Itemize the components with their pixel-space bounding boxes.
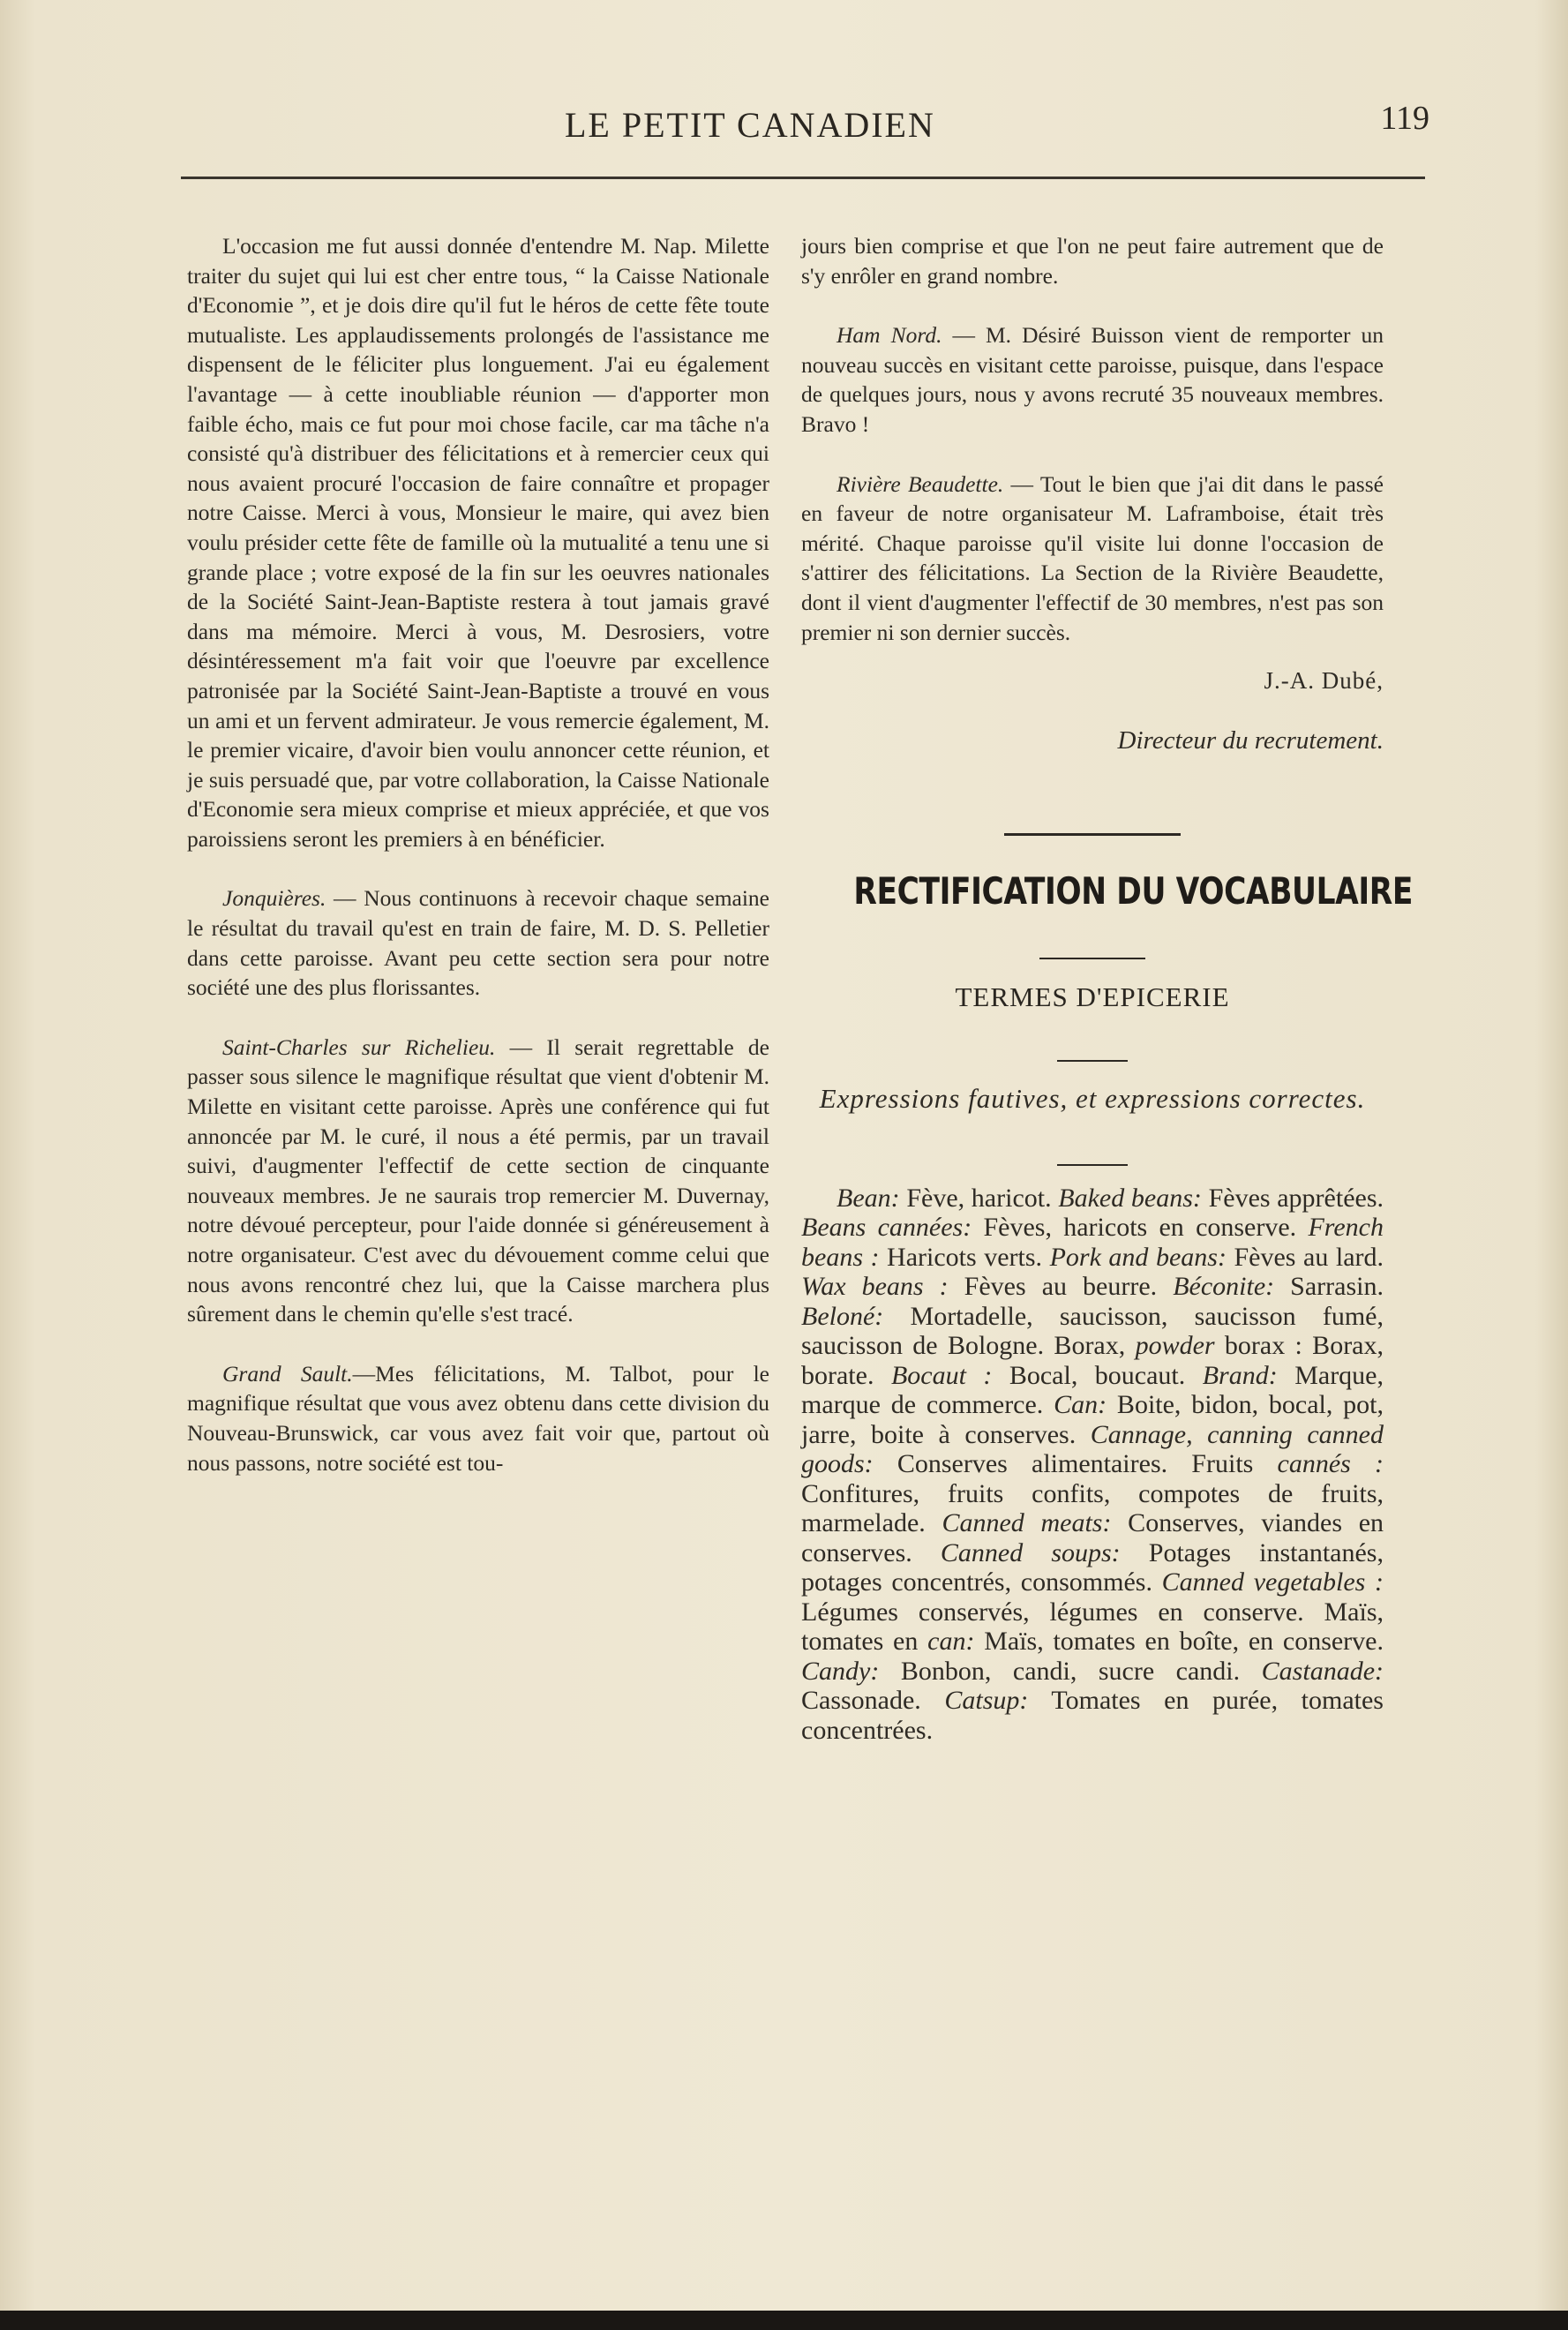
vocab-definition: Mortadelle, saucisson, saucisson fumé, saucisson de Bologne. Borax, [801, 1301, 1384, 1360]
vocab-definition: Bocal, boucaut. [992, 1360, 1203, 1390]
signature: J.-A. Dubé, [1264, 667, 1384, 695]
right-column [801, 231, 1414, 1775]
vocab-definition: Tomates en purée, tomates concentrées. [801, 1686, 1384, 1745]
vocab-definition: Fèves au lard. [1226, 1242, 1384, 1272]
vocab-term: cannés : [1277, 1449, 1384, 1478]
vocab-term: powder [1135, 1331, 1215, 1360]
place-name: Grand Sault. [222, 1360, 353, 1387]
vocab-definition: Confitures, fruits confits, compotes de fruits, marmelade. [801, 1478, 1384, 1537]
paragraph-ham-nord [801, 320, 1384, 439]
vocab-definition: Fèves au beurre. [948, 1272, 1174, 1301]
vocab-definition: Maïs, tomates en boîte, en conserve. [974, 1627, 1384, 1656]
vocab-term: Béconite: [1173, 1272, 1275, 1301]
vocab-term: Canned meats: [942, 1508, 1112, 1537]
vocab-term: Catsup: [944, 1686, 1029, 1715]
vocab-term: Bean: [837, 1183, 900, 1213]
paragraph-text: — Tout le bien que j'ai dit dans le passé en faveur de notre organisateur M. Laframboise, était très mérité. Chaque paroisse qu'il visite lui donne l'occasion de s'attirer des félicitations. La Section de la Rivière Beaudette, dont il vient d'augmenter l'effectif de 30 membres, n'est pas son premier ni son dernier succès. [801, 470, 1384, 645]
vocab-term: Baked beans: [1058, 1183, 1202, 1213]
paragraph-text: — Nous continuons à recevoir chaque semaine le résultat du travail qu'est en train de faire, M. D. S. Pelletier dans cette paroisse. Avant peu cette section sera pour notre société une des plus florissantes. [187, 885, 769, 1001]
vocab-term: Pork and beans: [1049, 1242, 1227, 1272]
paragraph-riviere-beaudette [801, 470, 1384, 648]
vocab-term: Wax beans : [801, 1272, 949, 1301]
vocab-definition: Marque, marque de commerce. [801, 1360, 1384, 1419]
paragraph-text: — M. Désiré Buisson vient de remporter un nouveau succès en visitant cette paroisse, puisque, dans l'espace de quelques jours, nous y avons recruté 35 nouveaux membres. Bravo ! [801, 322, 1384, 437]
page-header [176, 99, 1429, 152]
vocab-term: can: [927, 1627, 975, 1656]
paragraph-caisse-nationale: L'occasion me fut aussi donnée d'entendre M. Nap. Milette traiter du sujet qui lui est cher entre tous, “ la Caisse Nationale d'Economie ”, et je dois dire qu'il fut le héros de cette fête toute mutualiste. Les applaudissements prolongés de l'assistance me dispensent de le féliciter plus longuement. J'ai eu également l'avantage — à cette inoubliable réunion — d'apporter mon faible écho, mais ce fut pour moi chose facile, car ma tâche n'a consisté qu'à distribuer des félicitations et à remercier ceux qui nous avaient procuré l'occasion de faire connaître et propager notre Caisse. Merci à vous, Monsieur le maire, qui avez bien voulu présider cette fête de famille où la mutualité a tenu une si grande place ; votre exposé de la fin sur les oeuvres nationales de la Société Saint-Jean-Baptiste restera à tout jamais gravé dans ma mémoire. Merci à vous, M. Desrosiers, votre désintéressement m'a fait voir que l'oeuvre par excellence patronisée par la Société Saint-Jean-Baptiste a trouvé en vous un ami et un fervent admirateur. Je vous remercie également, M. le premier vicaire, d'avoir bien voulu annoncer cette réunion, et je suis persuadé que, par votre collaboration, la Caisse Nationale d'Economie sera mieux comprise et mieux appréciée, et que vos paroissiens seront les premiers à en bénéficier. [187, 233, 769, 852]
vocab-definition: Boite, bidon, bocal, pot, jarre, boite à conserves. [801, 1390, 1384, 1449]
vocab-term: Canned vegetables : [1161, 1567, 1384, 1597]
paragraph-text: — Il serait regrettable de passer sous silence le magnifique résultat que vient d'obtenir M. Milette en visitant cette paroisse. Après une conférence qui fut annoncée par M. le curé, il nous a été permis, par un travail suivi, d'augmenter l'effectif de cette section de cinquante nouveaux membres. Je ne saurais trop remercier M. Duvernay, notre dévoué percepteur, pour l'aide donnée si généreusement à notre organisateur. C'est avec du dévouement comme celui que nous avons rencontré chez lui, que la Caisse marchera plus sûrement dans le chemin qu'elle s'est tracé. [187, 1033, 769, 1327]
vocab-definition: Fève, haricot. [899, 1183, 1059, 1213]
scan-bottom-edge [0, 2311, 1568, 2330]
vocab-definition: Bonbon, candi, sucre candi. [879, 1656, 1262, 1686]
vocab-term: Can: [1054, 1390, 1107, 1419]
vocab-term: Brand: [1202, 1360, 1278, 1390]
running-title: LE PETIT CANADIEN [565, 105, 935, 145]
vocab-definition: Cassonade. [801, 1686, 945, 1715]
place-name: Rivière Beaudette. [837, 470, 1004, 497]
vocab-term: Beans cannées: [801, 1213, 972, 1242]
paragraph-continuation: jours bien comprise et que l'on ne peut faire autrement que de s'y enrôler en grand nombre. [801, 233, 1384, 289]
vocab-definition: Conserves alimentaires. Fruits [873, 1449, 1278, 1478]
paragraph-jonquieres [187, 883, 769, 1002]
subsection-title: TERMES D'EPICERIE [955, 981, 1230, 1012]
vocab-term: Castanade: [1261, 1656, 1384, 1686]
vocab-definition: borax : Borax, borate. [801, 1331, 1384, 1390]
vocab-definition: Conserves, viandes en conserves. [801, 1508, 1384, 1567]
paragraph-saint-charles [187, 1033, 769, 1329]
vocab-term: Cannage, canning canned goods: [801, 1419, 1384, 1478]
vocab-term: Canned soups: [940, 1537, 1121, 1567]
vocab-term: Beloné: [801, 1301, 884, 1331]
left-column [187, 231, 769, 1507]
paragraph-text: —Mes félicitations, M. Talbot, pour le magnifique résultat que vous avez obtenu dans cette division du Nouveau-Brunswick, car vous avez fait voir que, partout où nous passons, notre société est tou- [187, 1360, 770, 1476]
vocab-term: Candy: [801, 1656, 880, 1686]
signature-role: Directeur du recrutement. [1117, 725, 1384, 755]
vocab-definition: Légumes conservés, légumes en conserve. Maïs, tomates en [801, 1597, 1384, 1656]
vocab-definition: Potages instantanés, potages concentrés, consommés. [801, 1537, 1384, 1597]
vocabulary-subtitle: Expressions fautives, et expressions correctes. [819, 1082, 1366, 1114]
section-title: RECTIFICATION DU VOCABULAIRE [853, 869, 1414, 913]
header-rule [181, 177, 1425, 179]
vocabulary-entries [801, 1184, 1384, 1746]
vocab-term: French beans : [801, 1213, 1384, 1272]
place-name: Saint-Charles sur Richelieu. [222, 1033, 496, 1060]
page-number: 119 [1380, 100, 1429, 137]
vocab-definition: Fèves, haricots en conserve. [972, 1213, 1309, 1242]
vocab-definition: Haricots verts. [879, 1242, 1050, 1272]
vocab-definition: Fèves apprêtées. [1201, 1183, 1384, 1213]
vocab-term: Bocaut : [890, 1360, 993, 1390]
place-name: Jonquières. [222, 885, 326, 912]
place-name: Ham Nord. [837, 322, 942, 349]
paragraph-grand-sault [187, 1359, 769, 1477]
vocab-definition: Sarrasin. [1274, 1272, 1384, 1301]
